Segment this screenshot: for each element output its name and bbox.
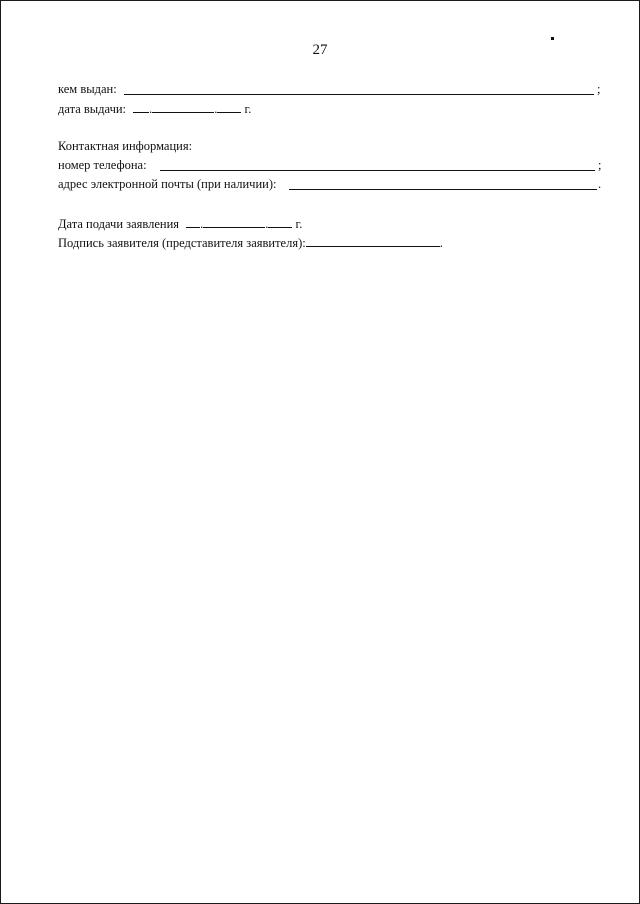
scan-speck: [551, 37, 554, 40]
email-end: .: [598, 177, 602, 191]
application-date-row: [58, 216, 302, 231]
issued-by-end: ;: [597, 82, 601, 96]
application-date-label: Дата подачи заявления: [58, 217, 180, 231]
contacts-heading: Контактная информация:: [58, 139, 193, 153]
issued-by-field[interactable]: [124, 94, 594, 95]
application-date-year-suffix: г.: [295, 217, 303, 231]
issue-date-day-field[interactable]: [133, 101, 149, 113]
application-date-year-field[interactable]: [268, 216, 292, 228]
issue-date-row: [58, 101, 251, 116]
application-date-dot-1: .: [200, 217, 204, 231]
signature-end: .: [439, 236, 443, 250]
application-date-month-field[interactable]: [203, 216, 265, 228]
issued-by-label: кем выдан:: [58, 82, 117, 96]
issue-date-year-suffix: г.: [244, 102, 252, 116]
email-label: адрес электронной почты (при наличии):: [58, 177, 277, 191]
phone-field[interactable]: [160, 170, 595, 171]
application-date-day-field[interactable]: [186, 216, 200, 228]
issue-date-dot-1: .: [149, 102, 153, 116]
email-field[interactable]: [289, 189, 597, 190]
issue-date-label: дата выдачи:: [58, 102, 127, 116]
application-date-dot-2: .: [265, 217, 269, 231]
page-number: 27: [312, 42, 328, 58]
issue-date-year-field[interactable]: [217, 101, 241, 113]
issue-date-dot-2: .: [214, 102, 218, 116]
signature-field[interactable]: [306, 235, 440, 247]
phone-end: ;: [598, 158, 602, 172]
phone-label: номер телефона:: [58, 158, 147, 172]
signature-row: [58, 235, 443, 250]
issue-date-month-field[interactable]: [152, 101, 214, 113]
signature-label: Подпись заявителя (представителя заявителя):: [58, 236, 306, 250]
